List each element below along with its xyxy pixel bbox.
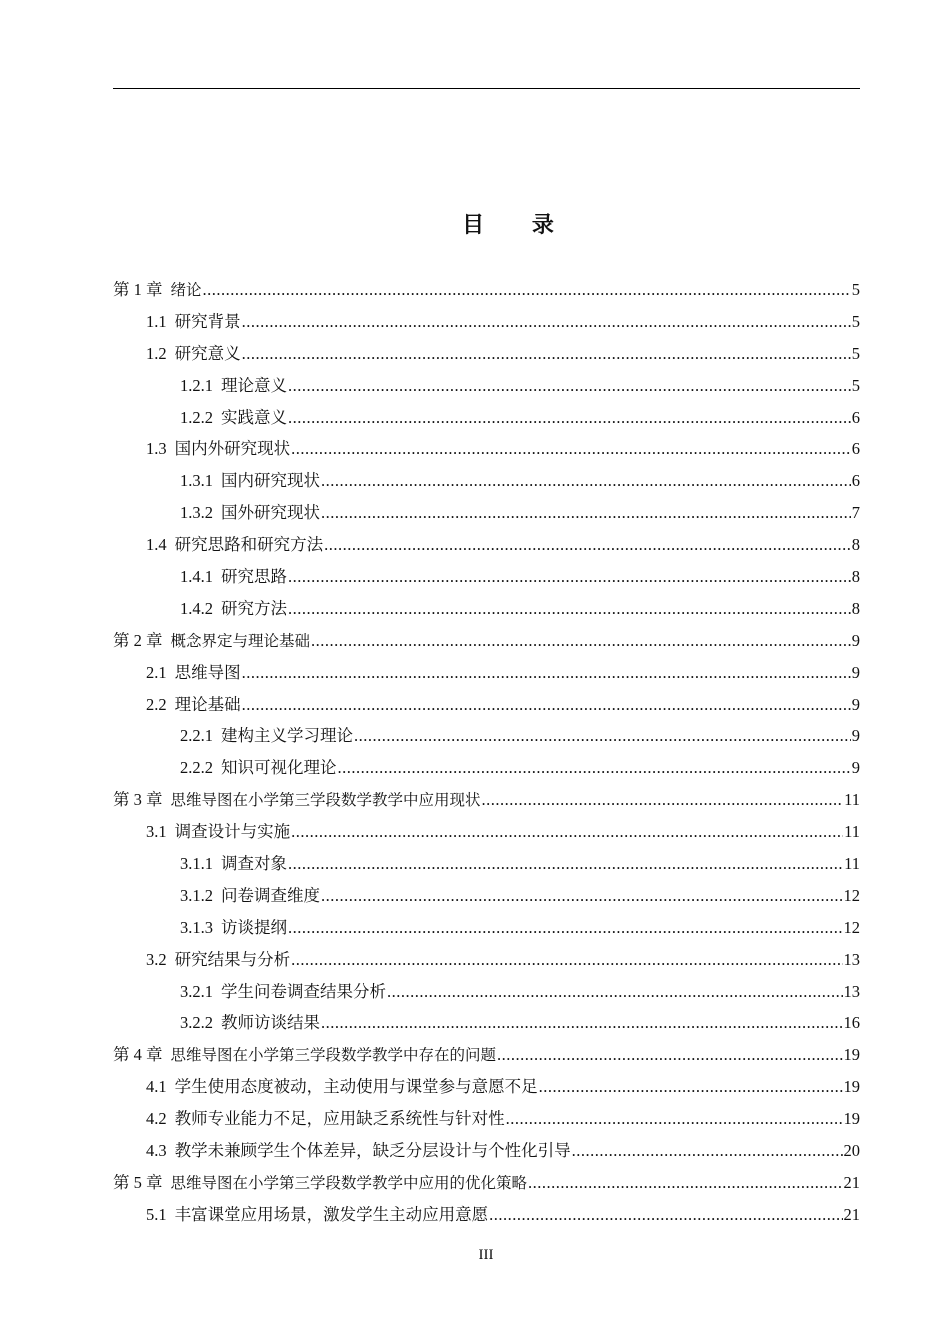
toc-dot-leader [321, 465, 851, 497]
toc-entry-number: 1.4 [146, 535, 167, 555]
toc-entry-title: 研究意义 [174, 343, 241, 363]
toc-dot-leader [321, 1007, 843, 1039]
toc-entry-page: 13 [843, 949, 860, 969]
toc-dot-leader [242, 306, 851, 338]
toc-entry-number: 2.2 [146, 694, 167, 714]
toc-entry-number: 2.1 [146, 662, 167, 682]
toc-subsection-entry[interactable] [113, 720, 860, 752]
toc-entry-title: 实践意义 [221, 407, 287, 427]
toc-dot-leader [539, 1071, 843, 1103]
toc-entry-number: 4.3 [146, 1141, 167, 1161]
toc-entry-title: 思维导图在小学第三学段数学教学中应用的优化策略 [170, 1173, 528, 1192]
toc-entry-title: 丰富课堂应用场景，激发学生主动应用意愿 [174, 1204, 489, 1224]
toc-dot-leader [288, 402, 851, 434]
toc-dot-leader [354, 720, 851, 752]
toc-entry-number: 第 1 章 [113, 280, 163, 299]
toc-section-entry[interactable] [113, 657, 860, 689]
toc-entry-page: 19 [843, 1077, 860, 1097]
header-rule [113, 88, 860, 89]
toc-subsection-entry[interactable] [113, 593, 860, 625]
toc-entry-number: 3.1.1 [180, 854, 213, 874]
toc-section-entry[interactable] [113, 338, 860, 370]
toc-entry-page: 5 [851, 280, 860, 299]
toc-entry-page: 8 [851, 598, 860, 618]
toc-entry-page: 9 [851, 726, 860, 746]
toc-entry-title: 概念界定与理论基础 [170, 631, 311, 650]
toc-entry-title: 访谈提纲 [221, 917, 287, 937]
toc-entry-title: 调查对象 [221, 854, 287, 874]
toc-dot-leader [572, 1135, 843, 1167]
toc-dot-leader [321, 497, 851, 529]
toc-entry-title: 国外研究现状 [221, 503, 320, 523]
toc-section-entry[interactable] [113, 1071, 860, 1103]
toc-entry-number: 1.4.2 [180, 598, 213, 618]
toc-entry-title: 教师访谈结果 [221, 1013, 320, 1033]
toc-dot-leader [242, 689, 851, 721]
toc-entry-page: 19 [843, 1045, 860, 1065]
toc-dot-leader [288, 561, 851, 593]
toc-entry-title: 研究方法 [221, 598, 287, 618]
toc-entry-page: 9 [851, 630, 860, 650]
toc-entry-number: 第 5 章 [113, 1172, 163, 1192]
toc-section-entry[interactable] [113, 433, 860, 465]
toc-entry-title: 绪论 [170, 281, 202, 299]
toc-entry-number: 3.2.2 [180, 1013, 213, 1033]
toc-entry-title: 教学未兼顾学生个体差异，缺乏分层设计与个性化引导 [174, 1141, 571, 1161]
toc-chapter-entry[interactable] [113, 784, 860, 816]
toc-entry-page: 8 [851, 567, 860, 587]
toc-subsection-entry[interactable] [113, 561, 860, 593]
toc-entry-title: 思维导图在小学第三学段数学教学中应用现状 [170, 791, 481, 810]
toc-dot-leader [242, 338, 851, 370]
toc-entry-page: 9 [851, 662, 860, 682]
toc-entry-title: 知识可视化理论 [221, 758, 337, 778]
toc-entry-number: 3.1.3 [180, 917, 213, 937]
toc-section-entry[interactable] [113, 1103, 860, 1135]
toc-entry-title: 研究思路和研究方法 [174, 535, 324, 555]
toc-dot-leader [311, 625, 851, 657]
toc-entry-number: 5.1 [146, 1204, 167, 1224]
toc-section-entry[interactable] [113, 944, 860, 976]
toc-entry-title: 问卷调查维度 [221, 885, 320, 905]
toc-dot-leader [242, 657, 851, 689]
toc-subsection-entry[interactable] [113, 402, 860, 434]
toc-chapter-entry[interactable] [113, 274, 860, 306]
toc-entry-number: 3.2 [146, 949, 167, 969]
toc-subsection-entry[interactable] [113, 1007, 860, 1039]
toc-section-entry[interactable] [113, 529, 860, 561]
toc-entry-page: 11 [844, 822, 860, 842]
toc-dot-leader [324, 529, 851, 561]
toc-entry-number: 第 4 章 [113, 1045, 163, 1065]
toc-entry-number: 第 3 章 [113, 790, 163, 810]
toc-entry-page: 8 [851, 535, 860, 555]
toc-subsection-entry[interactable] [113, 752, 860, 784]
toc-dot-leader [321, 880, 843, 912]
toc-entry-number: 1.3.2 [180, 503, 213, 523]
toc-entry-page: 6 [851, 407, 860, 427]
toc-entry-number: 1.2.1 [180, 375, 213, 395]
toc-entry-page: 20 [843, 1141, 860, 1161]
toc-section-entry[interactable] [113, 816, 860, 848]
table-of-contents [113, 274, 860, 1231]
toc-entry-number: 3.2.1 [180, 981, 213, 1001]
toc-entry-title: 思维导图在小学第三学段数学教学中存在的问题 [170, 1046, 497, 1065]
toc-entry-title: 理论基础 [174, 694, 241, 714]
toc-entry-number: 1.3 [146, 439, 167, 459]
toc-entry-page: 16 [843, 1013, 860, 1033]
toc-entry-title: 学生问卷调查结果分析 [221, 981, 386, 1001]
toc-entry-page: 19 [843, 1109, 860, 1129]
toc-entry-number: 1.2 [146, 343, 167, 363]
toc-entry-title: 研究思路 [221, 567, 287, 587]
toc-dot-leader [291, 944, 842, 976]
toc-chapter-entry[interactable] [113, 1167, 860, 1199]
toc-section-entry[interactable] [113, 689, 860, 721]
toc-entry-title: 国内外研究现状 [174, 439, 291, 459]
toc-entry-page: 9 [851, 694, 860, 714]
toc-subsection-entry[interactable] [113, 370, 860, 402]
toc-dot-leader [288, 912, 843, 944]
toc-section-entry[interactable] [113, 306, 860, 338]
toc-entry-number: 1.1 [146, 311, 167, 331]
toc-entry-title: 思维导图 [174, 662, 241, 682]
toc-entry-title: 研究结果与分析 [174, 949, 291, 969]
toc-entry-page: 12 [843, 885, 860, 905]
toc-entry-number: 4.2 [146, 1109, 167, 1129]
toc-entry-page: 5 [851, 343, 860, 363]
toc-entry-number: 3.1.2 [180, 885, 213, 905]
page-title: 目 录 [462, 213, 574, 238]
toc-entry-page: 9 [851, 758, 860, 778]
toc-entry-page: 6 [851, 439, 860, 459]
toc-entry-page: 12 [843, 917, 860, 937]
toc-entry-page: 5 [851, 375, 860, 395]
toc-subsection-entry[interactable] [113, 465, 860, 497]
toc-entry-page: 21 [843, 1172, 860, 1192]
toc-entry-page: 11 [844, 854, 860, 874]
toc-entry-page: 7 [851, 503, 860, 523]
toc-dot-leader [288, 848, 843, 880]
toc-entry-number: 2.2.2 [180, 758, 213, 778]
toc-entry-title: 调查设计与实施 [174, 822, 291, 842]
toc-dot-leader [288, 593, 851, 625]
toc-dot-leader [482, 784, 844, 816]
toc-subsection-entry[interactable] [113, 497, 860, 529]
toc-entry-title: 国内研究现状 [221, 471, 320, 491]
toc-entry-title: 学生使用态度被动，主动使用与课堂参与意愿不足 [174, 1077, 538, 1097]
toc-entry-title: 理论意义 [221, 375, 287, 395]
toc-dot-leader [291, 816, 843, 848]
toc-subsection-entry[interactable] [113, 848, 860, 880]
toc-dot-leader [291, 433, 851, 465]
toc-entry-number: 3.1 [146, 822, 167, 842]
toc-entry-page: 13 [843, 981, 860, 1001]
toc-entry-number: 第 2 章 [113, 630, 163, 650]
toc-section-entry[interactable] [113, 1199, 860, 1231]
toc-entry-number: 1.2.2 [180, 407, 213, 427]
toc-entry-number: 1.3.1 [180, 471, 213, 491]
toc-dot-leader [506, 1103, 843, 1135]
toc-dot-leader [387, 976, 843, 1008]
toc-dot-leader [288, 370, 851, 402]
toc-entry-title: 研究背景 [174, 311, 241, 331]
toc-entry-number: 2.2.1 [180, 726, 213, 746]
toc-entry-title: 建构主义学习理论 [221, 726, 353, 746]
toc-entry-number: 4.1 [146, 1077, 167, 1097]
toc-entry-page: 21 [843, 1204, 860, 1224]
toc-section-entry[interactable] [113, 1135, 860, 1167]
toc-dot-leader [203, 274, 851, 306]
footer-page-number: III [478, 1247, 494, 1263]
toc-entry-page: 5 [851, 311, 860, 331]
toc-dot-leader [338, 752, 851, 784]
toc-subsection-entry[interactable] [113, 880, 860, 912]
toc-entry-number: 1.4.1 [180, 567, 213, 587]
toc-dot-leader [497, 1039, 842, 1071]
toc-entry-page: 6 [851, 471, 860, 491]
toc-dot-leader [528, 1167, 842, 1199]
toc-dot-leader [489, 1199, 842, 1231]
toc-chapter-entry[interactable] [113, 1039, 860, 1071]
toc-subsection-entry[interactable] [113, 912, 860, 944]
toc-subsection-entry[interactable] [113, 976, 860, 1008]
toc-chapter-entry[interactable] [113, 625, 860, 657]
toc-entry-title: 教师专业能力不足，应用缺乏系统性与针对性 [174, 1109, 505, 1129]
toc-entry-page: 11 [844, 790, 860, 810]
